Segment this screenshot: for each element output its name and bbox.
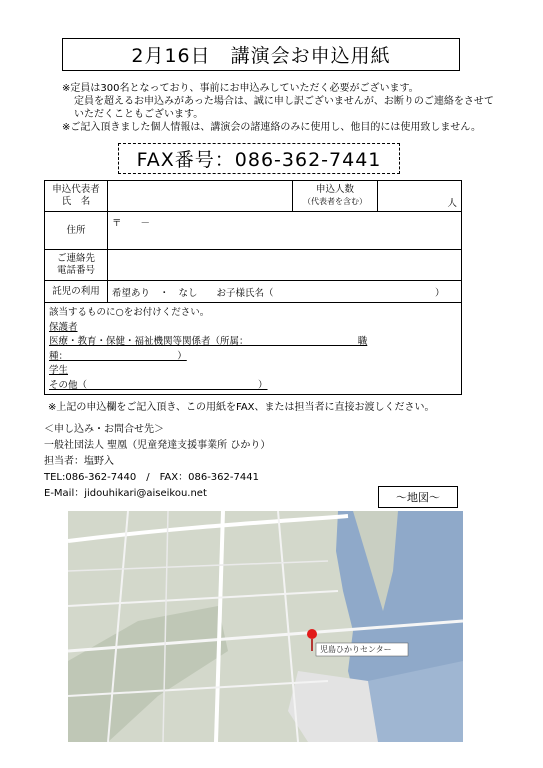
contact-org: 一般社団法人 聖凰（児童発達支援事業所 ひかり） <box>44 440 271 451</box>
count-label: 申込人数 （代表者を含む） <box>293 181 378 212</box>
address-field[interactable] <box>108 212 462 250</box>
phone-field[interactable] <box>108 250 462 281</box>
location-pin-icon <box>307 629 317 639</box>
contact-heading: ＜申し込み・お問合せ先＞ <box>44 424 164 435</box>
contact-person: 担当者：塩野入 <box>44 456 114 467</box>
location-map[interactable] <box>68 511 463 742</box>
contact-label: ご連絡先 電話番号 <box>45 250 108 281</box>
notice-line: ※ご記入頂きました個人情報は、講演会の諸連絡のみに使用し、他目的には使用致しません。 <box>62 122 481 133</box>
map-graphic <box>68 511 463 742</box>
application-form <box>44 180 462 395</box>
map-label: ～地図～ <box>378 486 458 508</box>
contact-email: E-Mail：jidouhikari@aiseikou.net <box>44 488 207 499</box>
contact-tel-fax: TEL:086-362-7440 / FAX：086-362-7441 <box>44 472 259 483</box>
notice-line: 定員を超えるお申込みがあった場合は、誠に申し訳ございませんが、お断りのご連絡をさせて <box>74 96 494 107</box>
notice-line: ※定員は300名となっており、事前にお申込みしていただく必要がございます。 <box>62 83 419 94</box>
submission-note: ※上記の申込欄をご記入頂き、この用紙をFAX、または担当者に直接お渡しください。 <box>48 402 435 413</box>
rep-label: 申込代表者 氏 名 <box>45 181 108 212</box>
category-guardian[interactable]: 保護者 <box>49 321 78 333</box>
rep-name-field[interactable] <box>108 181 293 212</box>
notice-line: いただくこともございます。 <box>74 109 204 120</box>
category-other[interactable]: その他（ ） <box>49 379 268 391</box>
form-title: 2月16日 講演会お申込用紙 <box>62 38 460 71</box>
category-professional[interactable]: 医療・教育・保健・福祉機関等関係者（所属： 職種： ） <box>49 336 368 362</box>
count-unit: 人 <box>447 198 457 209</box>
category-student[interactable]: 学生 <box>49 365 69 377</box>
category-prompt: 該当するものに○をお付けください。 <box>49 307 210 318</box>
fax-banner: FAX番号：086-362-7441 <box>118 143 400 174</box>
count-field[interactable] <box>378 181 462 212</box>
childcare-label: 託児の利用 <box>45 281 108 303</box>
postal-mark: 〒 － <box>112 218 151 229</box>
address-label: 住所 <box>45 212 108 250</box>
pin-label: 児島ひかりセンター <box>320 645 392 654</box>
childcare-field[interactable]: 希望あり ・ なし お子様氏名（ ） <box>108 281 462 303</box>
category-section <box>45 303 462 395</box>
